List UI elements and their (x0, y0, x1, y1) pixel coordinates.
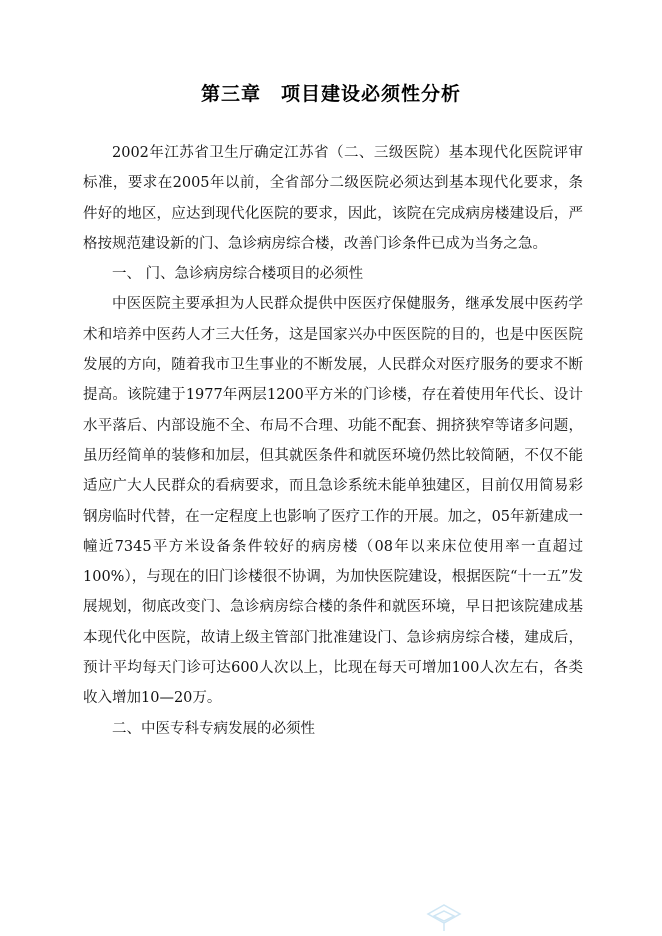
chapter-title: 第三章 项目建设必须性分析 (200, 83, 461, 105)
section-1-paragraph: 中医医院主要承担为人民群众提供中医医疗保健服务，继承发展中医药学术和培养中医药人才三大任务，这是国家兴办中医医院的目的，也是中医医院发展的方向，随着我市卫生事业的不断发展，人民群众对医疗服务的要求不断提高。该院建于1977年两层1200平方米的门诊楼，存在着使用年代长、设计水平落后、内部设施不全、布局不合理、功能不配套、拥挤狭窄等诸多问题，虽历经简单的装修和加层，但其就医条件和就医环境仍然比较简陋，不仅不能适应广大人民群众的看病要求，而且急诊系统未能单独建区，目前仅用简易彩钢房临时代替，在一定程度上也影响了医疗工作的开展。加之，05年新建成一幢近7345平方米设备条件较好的病房楼（08年以来床位使用率一直超过100%），与现在的旧门诊楼很不协调，为加快医院建设，根据医院“十一五”发展规划，彻底改变门、急诊病房综合楼的条件和就医环境，早日把该院建成基本现代化中医院，故请上级主管部门批准建设门、急诊病房综合楼，建成后，预计平均每天门诊可达600人次以上，比现在每天可增加100人次左右，各类收入增加10—20万。 (83, 296, 583, 707)
document-body (83, 138, 583, 744)
section-heading-1: 一、 门、急诊病房综合楼项目的必须性 (112, 266, 364, 283)
intro-paragraph: 2002年江苏省卫生厅确定江苏省（二、三级医院）基本现代化医院评审标准，要求在2005年以前，全省部分二级医院必须达到基本现代化要求，条件好的地区，应达到现代化医院的要求，因此，该院在完成病房楼建设后，严格按规范建设新的门、急诊病房综合楼，改善门诊条件已成为当务之急。 (83, 145, 583, 252)
section-heading-2: 二、中医专科专病发展的必须性 (112, 720, 315, 737)
watermark-logo-icon (424, 902, 464, 932)
